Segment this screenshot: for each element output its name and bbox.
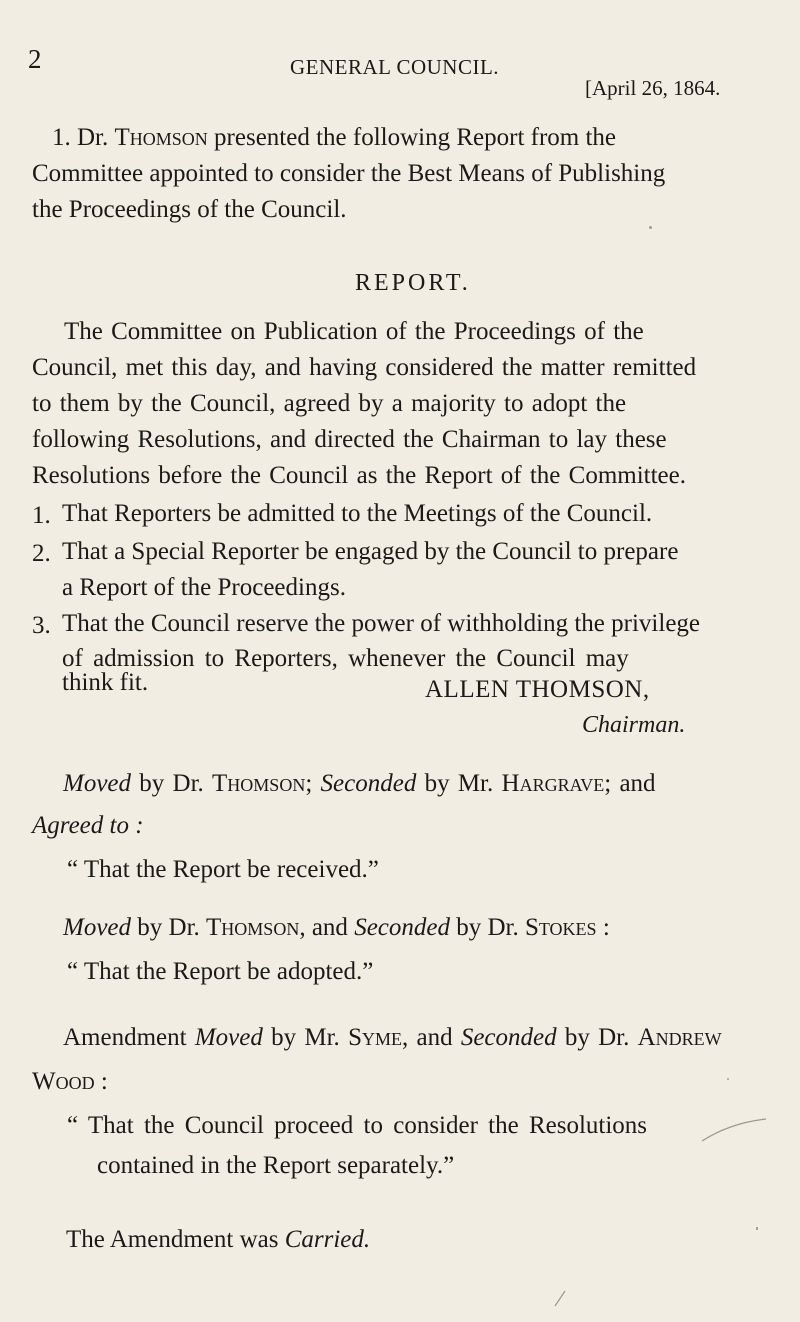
signature-role: Chairman. bbox=[582, 712, 686, 738]
paper-speck bbox=[756, 1227, 758, 1230]
resolution-text: of admission to Reporters, whenever the Council may bbox=[62, 645, 629, 672]
report-heading: REPORT. bbox=[355, 270, 471, 296]
report-line: to them by the Council, agreed by a majority to adopt the bbox=[32, 390, 627, 417]
stray-pen-mark bbox=[553, 1288, 567, 1308]
mover-name: Thomson bbox=[114, 124, 208, 151]
resolution-text: think fit. bbox=[62, 669, 149, 696]
amendment-quote-2: contained in the Report separately.” bbox=[97, 1152, 455, 1179]
intro-line-1: 1. Dr. Thomson presented the following Report from the bbox=[52, 124, 617, 151]
motion-1-line: Moved by Dr. Thomson; Seconded by Mr. Hargrave; and bbox=[63, 770, 656, 797]
intro-line-3: the Proceedings of the Council. bbox=[32, 196, 347, 223]
motion-2-quote: “ That the Report be adopted.” bbox=[67, 958, 374, 985]
report-line: Council, met this day, and having considered the matter remitted bbox=[32, 354, 697, 381]
page-number: 2 bbox=[28, 44, 42, 74]
motion-2-line: Moved by Dr. Thomson, and Seconded by Dr. Stokes : bbox=[63, 914, 610, 941]
stray-pen-mark bbox=[700, 1115, 770, 1145]
motion-1-agreed: Agreed to : bbox=[32, 812, 144, 839]
header-date: [April 26, 1864. bbox=[585, 76, 721, 100]
resolution-number: 2. bbox=[32, 540, 51, 567]
intro-line-2: Committee appointed to consider the Best Means of Publishing bbox=[32, 160, 666, 187]
report-line: Resolutions before the Council as the Report of the Committee. bbox=[32, 462, 686, 489]
amendment-line-2: Wood : bbox=[32, 1068, 108, 1095]
paper-speck bbox=[649, 226, 652, 229]
report-body bbox=[32, 314, 765, 494]
intro-paragraph bbox=[32, 120, 765, 228]
running-title: GENERAL COUNCIL. bbox=[290, 55, 500, 79]
report-line: following Resolutions, and directed the Chairman to lay these bbox=[32, 426, 667, 453]
amendment-quote-1: “ That the Council proceed to consider the Resolutions bbox=[67, 1112, 648, 1139]
motion-1-quote: “ That the Report be received.” bbox=[67, 856, 379, 883]
amendment-line: Amendment Moved by Mr. Syme, and Seconded by Dr. Andrew bbox=[63, 1024, 722, 1051]
paper-speck bbox=[727, 1078, 729, 1080]
resolution-text: That a Special Reporter be engaged by the Council to prepare bbox=[62, 538, 679, 565]
resolution-text: That Reporters be admitted to the Meetings of the Council. bbox=[62, 500, 653, 527]
result-line: The Amendment was Carried. bbox=[66, 1226, 371, 1253]
signature: ALLEN THOMSON, bbox=[425, 676, 650, 703]
report-line: The Committee on Publication of the Proceedings of the bbox=[64, 318, 644, 345]
resolution-text: That the Council reserve the power of withholding the privilege bbox=[62, 610, 701, 637]
resolution-number: 3. bbox=[32, 612, 51, 639]
resolution-number: 1. bbox=[32, 502, 51, 529]
resolution-text: a Report of the Proceedings. bbox=[62, 574, 346, 601]
